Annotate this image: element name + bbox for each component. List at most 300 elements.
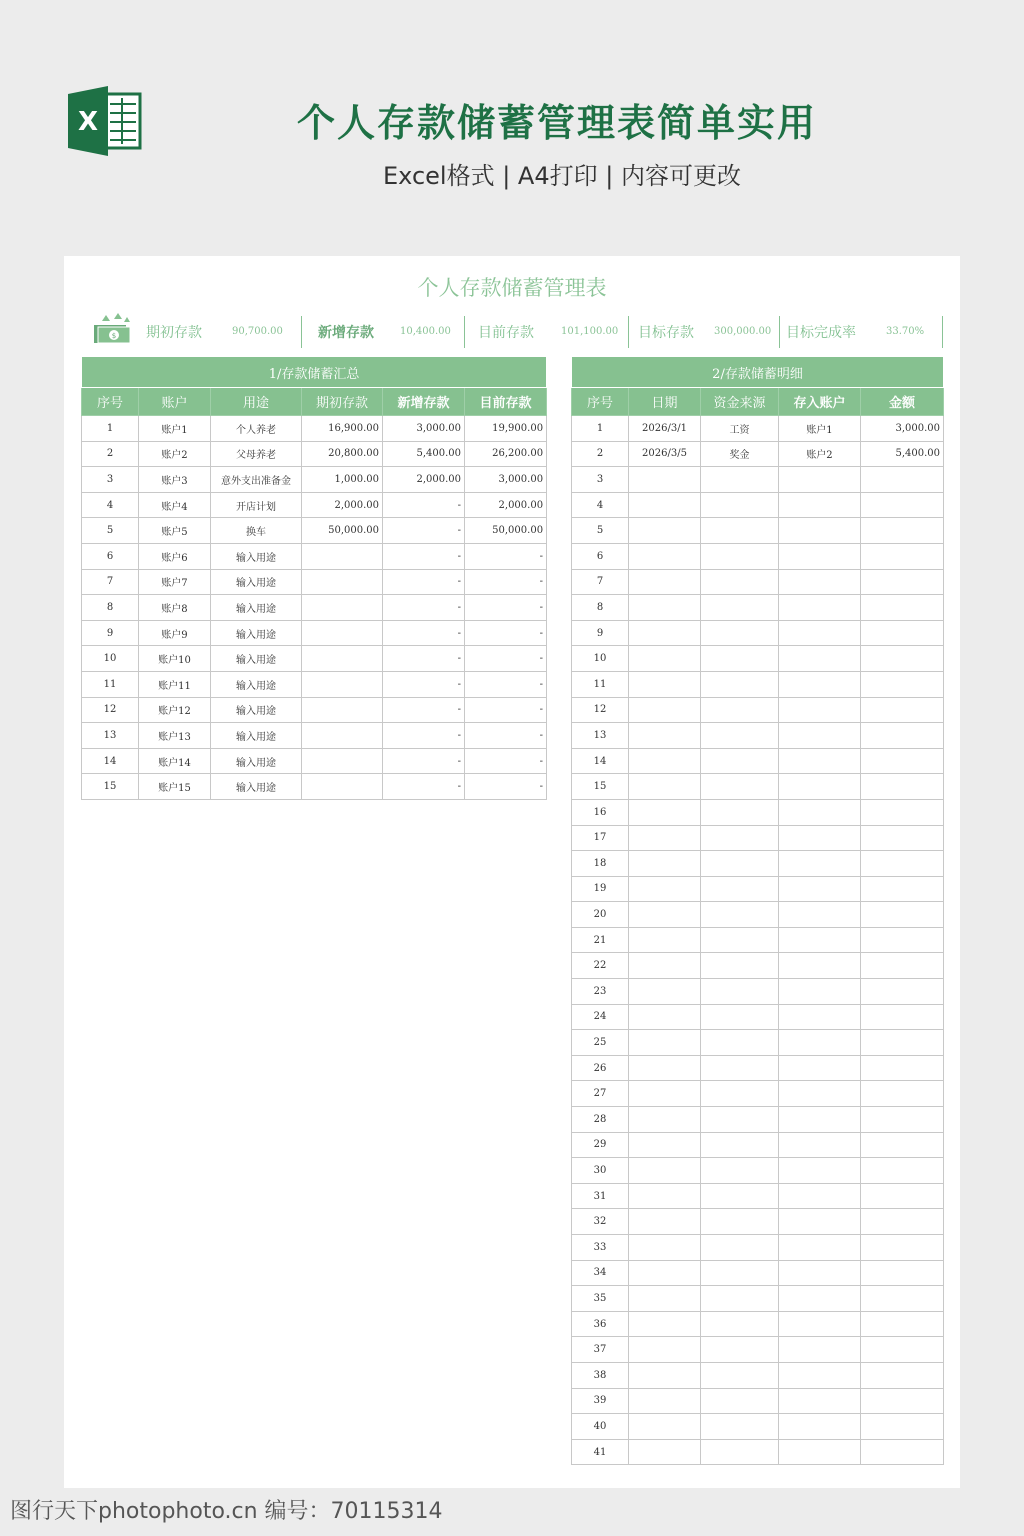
table-cell[interactable]: 22 xyxy=(572,953,629,979)
table-cell[interactable] xyxy=(779,876,861,902)
table-cell[interactable]: 工资 xyxy=(701,416,779,442)
table-cell[interactable] xyxy=(861,569,944,595)
table-cell[interactable]: - xyxy=(465,543,547,569)
table-cell[interactable]: - xyxy=(383,748,465,774)
table-cell[interactable]: 41 xyxy=(572,1439,629,1465)
table-cell[interactable]: 2,000.00 xyxy=(383,467,465,493)
table-cell[interactable] xyxy=(779,1414,861,1440)
table-cell[interactable] xyxy=(302,620,383,646)
table-cell[interactable]: 27 xyxy=(572,1081,629,1107)
table-cell[interactable]: 21 xyxy=(572,927,629,953)
table-cell[interactable] xyxy=(629,1235,701,1261)
table-cell[interactable] xyxy=(629,1311,701,1337)
table-cell[interactable]: - xyxy=(383,697,465,723)
table-cell[interactable] xyxy=(629,825,701,851)
table-cell[interactable] xyxy=(861,1235,944,1261)
table-cell[interactable] xyxy=(629,1388,701,1414)
table-row xyxy=(82,620,547,646)
table-cell[interactable]: - xyxy=(383,518,465,544)
table-cell[interactable] xyxy=(861,1439,944,1465)
table-cell[interactable]: 9 xyxy=(82,620,139,646)
table-cell[interactable] xyxy=(629,979,701,1005)
table-cell[interactable] xyxy=(302,595,383,621)
table-cell[interactable]: - xyxy=(465,697,547,723)
table-cell[interactable] xyxy=(779,748,861,774)
table-cell[interactable]: 输入用途 xyxy=(211,748,302,774)
table-cell[interactable] xyxy=(701,492,779,518)
table-cell[interactable] xyxy=(779,1107,861,1133)
table-cell[interactable] xyxy=(701,979,779,1005)
table-cell[interactable] xyxy=(701,1107,779,1133)
table-cell[interactable] xyxy=(861,1337,944,1363)
table-cell[interactable]: 输入用途 xyxy=(211,697,302,723)
table-cell[interactable]: 26 xyxy=(572,1055,629,1081)
table-cell[interactable]: 40 xyxy=(572,1414,629,1440)
table-cell[interactable] xyxy=(302,671,383,697)
table-cell[interactable] xyxy=(779,1183,861,1209)
kpi-divider xyxy=(942,316,943,348)
table-cell[interactable]: 个人养老 xyxy=(211,416,302,442)
table-cell[interactable] xyxy=(701,799,779,825)
table-row xyxy=(572,723,944,749)
table-cell[interactable] xyxy=(701,1158,779,1184)
table-cell[interactable] xyxy=(779,927,861,953)
table-cell[interactable] xyxy=(701,774,779,800)
table-cell[interactable] xyxy=(861,646,944,672)
table-row xyxy=(572,416,944,442)
table-cell[interactable] xyxy=(629,1209,701,1235)
table-cell[interactable]: 24 xyxy=(572,1004,629,1030)
table-cell[interactable] xyxy=(701,876,779,902)
table-cell[interactable]: - xyxy=(383,723,465,749)
table-cell[interactable] xyxy=(302,543,383,569)
table-cell[interactable]: - xyxy=(383,595,465,621)
table-cell[interactable]: 7 xyxy=(572,569,629,595)
table-cell[interactable]: - xyxy=(465,671,547,697)
table-cell[interactable] xyxy=(861,748,944,774)
table-cell[interactable] xyxy=(701,1311,779,1337)
table-cell[interactable]: 账户7 xyxy=(139,569,211,595)
table-cell[interactable] xyxy=(701,1081,779,1107)
table-cell[interactable]: 账户2 xyxy=(139,441,211,467)
table-cell[interactable]: 16 xyxy=(572,799,629,825)
table-cell[interactable]: 输入用途 xyxy=(211,595,302,621)
table-cell[interactable]: 15 xyxy=(82,774,139,800)
table-cell[interactable] xyxy=(629,799,701,825)
table-cell[interactable] xyxy=(861,595,944,621)
table-cell[interactable]: - xyxy=(465,620,547,646)
table-cell[interactable] xyxy=(302,646,383,672)
table-cell[interactable] xyxy=(701,518,779,544)
table-cell[interactable]: 2 xyxy=(82,441,139,467)
table-cell[interactable] xyxy=(701,569,779,595)
table-cell[interactable] xyxy=(302,569,383,595)
table-cell[interactable] xyxy=(861,1158,944,1184)
table-cell[interactable]: 3,000.00 xyxy=(861,416,944,442)
table-cell[interactable]: 输入用途 xyxy=(211,646,302,672)
table-cell[interactable]: 11 xyxy=(572,671,629,697)
table-cell[interactable] xyxy=(701,902,779,928)
table-cell[interactable] xyxy=(779,1030,861,1056)
table-cell[interactable] xyxy=(701,1055,779,1081)
table-cell[interactable]: 账户3 xyxy=(139,467,211,493)
table-cell[interactable]: 3,000.00 xyxy=(465,467,547,493)
table-cell[interactable] xyxy=(629,1004,701,1030)
table-cell[interactable]: 23 xyxy=(572,979,629,1005)
table-cell[interactable]: 账户9 xyxy=(139,620,211,646)
table-cell[interactable]: 5,400.00 xyxy=(383,441,465,467)
table-cell[interactable]: 28 xyxy=(572,1107,629,1133)
table-cell[interactable]: 11 xyxy=(82,671,139,697)
table-cell[interactable] xyxy=(629,569,701,595)
table-cell[interactable] xyxy=(629,518,701,544)
table-cell[interactable] xyxy=(779,902,861,928)
table-cell[interactable]: - xyxy=(465,723,547,749)
table-cell[interactable]: 账户11 xyxy=(139,671,211,697)
table-cell[interactable] xyxy=(701,953,779,979)
table-cell[interactable] xyxy=(861,723,944,749)
table-cell[interactable]: 19 xyxy=(572,876,629,902)
table-cell[interactable] xyxy=(629,927,701,953)
table-cell[interactable]: 5 xyxy=(572,518,629,544)
table-cell[interactable] xyxy=(779,697,861,723)
table-cell[interactable] xyxy=(302,697,383,723)
table-cell[interactable] xyxy=(861,799,944,825)
table-cell[interactable]: 账户14 xyxy=(139,748,211,774)
table-cell[interactable]: 9 xyxy=(572,620,629,646)
table-cell[interactable]: 20 xyxy=(572,902,629,928)
table-cell[interactable] xyxy=(861,979,944,1005)
table-cell[interactable] xyxy=(861,1030,944,1056)
table-cell[interactable] xyxy=(779,1132,861,1158)
table-cell[interactable] xyxy=(779,774,861,800)
table-cell[interactable]: 2026/3/1 xyxy=(629,416,701,442)
table-cell[interactable] xyxy=(779,1209,861,1235)
table-cell[interactable]: 10 xyxy=(82,646,139,672)
table-cell[interactable]: 33 xyxy=(572,1235,629,1261)
table-cell[interactable] xyxy=(701,1439,779,1465)
table-cell[interactable] xyxy=(701,671,779,697)
table-cell[interactable]: 1,000.00 xyxy=(302,467,383,493)
table-cell[interactable] xyxy=(861,825,944,851)
table-cell[interactable]: - xyxy=(465,569,547,595)
table-cell[interactable]: 39 xyxy=(572,1388,629,1414)
table-cell[interactable] xyxy=(629,1030,701,1056)
table-cell[interactable] xyxy=(701,620,779,646)
table-cell[interactable] xyxy=(779,1337,861,1363)
table-cell[interactable] xyxy=(302,774,383,800)
table-cell[interactable]: 账户15 xyxy=(139,774,211,800)
table-cell[interactable] xyxy=(629,1107,701,1133)
table-cell[interactable] xyxy=(701,1132,779,1158)
table-cell[interactable] xyxy=(701,825,779,851)
table-cell[interactable]: 18 xyxy=(572,851,629,877)
table-cell[interactable] xyxy=(779,953,861,979)
table-cell[interactable] xyxy=(861,671,944,697)
table-cell[interactable] xyxy=(629,902,701,928)
table-cell[interactable] xyxy=(861,518,944,544)
table-cell[interactable]: 10 xyxy=(572,646,629,672)
table-cell[interactable]: 29 xyxy=(572,1132,629,1158)
table-cell[interactable]: 17 xyxy=(572,825,629,851)
table-cell[interactable]: 输入用途 xyxy=(211,671,302,697)
table-cell[interactable]: 14 xyxy=(82,748,139,774)
table-cell[interactable] xyxy=(861,851,944,877)
table-cell[interactable]: 账户12 xyxy=(139,697,211,723)
table-cell[interactable] xyxy=(629,1260,701,1286)
table-cell[interactable] xyxy=(779,1055,861,1081)
table-cell[interactable]: 32 xyxy=(572,1209,629,1235)
table-cell[interactable]: 6 xyxy=(572,543,629,569)
table-cell[interactable] xyxy=(861,1132,944,1158)
table-cell[interactable]: - xyxy=(383,646,465,672)
table-cell[interactable]: 父母养老 xyxy=(211,441,302,467)
table-cell[interactable]: 30 xyxy=(572,1158,629,1184)
table-cell[interactable] xyxy=(861,1311,944,1337)
table-cell[interactable] xyxy=(701,748,779,774)
table-cell[interactable] xyxy=(629,1439,701,1465)
table-cell[interactable]: 3,000.00 xyxy=(383,416,465,442)
table-cell[interactable]: 35 xyxy=(572,1286,629,1312)
table-cell[interactable] xyxy=(861,1388,944,1414)
table-cell[interactable]: 换车 xyxy=(211,518,302,544)
table-cell[interactable]: 账户5 xyxy=(139,518,211,544)
table-cell[interactable]: 2 xyxy=(572,441,629,467)
table-cell[interactable] xyxy=(861,1260,944,1286)
table-cell[interactable]: - xyxy=(383,620,465,646)
table-cell[interactable] xyxy=(629,1158,701,1184)
table-cell[interactable] xyxy=(701,1337,779,1363)
table-cell[interactable] xyxy=(861,876,944,902)
table-cell[interactable] xyxy=(629,492,701,518)
table-cell[interactable] xyxy=(779,467,861,493)
table-cell[interactable] xyxy=(701,1388,779,1414)
table-cell[interactable]: 开店计划 xyxy=(211,492,302,518)
table-cell[interactable]: 8 xyxy=(82,595,139,621)
table-cell[interactable] xyxy=(861,467,944,493)
table-cell[interactable] xyxy=(701,646,779,672)
table-cell[interactable]: 15 xyxy=(572,774,629,800)
table-cell[interactable] xyxy=(861,1004,944,1030)
table-cell[interactable] xyxy=(779,543,861,569)
table-cell[interactable]: - xyxy=(383,569,465,595)
table-cell[interactable] xyxy=(701,1004,779,1030)
table-cell[interactable]: 账户10 xyxy=(139,646,211,672)
table-cell[interactable] xyxy=(779,595,861,621)
table-cell[interactable]: 31 xyxy=(572,1183,629,1209)
table-cell[interactable] xyxy=(629,646,701,672)
table-cell[interactable]: 奖金 xyxy=(701,441,779,467)
table-cell[interactable] xyxy=(861,1286,944,1312)
table-cell[interactable]: - xyxy=(383,774,465,800)
table-cell[interactable] xyxy=(629,1081,701,1107)
table-cell[interactable]: 账户8 xyxy=(139,595,211,621)
table-cell[interactable] xyxy=(779,851,861,877)
table-cell[interactable]: 输入用途 xyxy=(211,543,302,569)
table-cell[interactable] xyxy=(701,723,779,749)
table-cell[interactable] xyxy=(779,1158,861,1184)
table-cell[interactable] xyxy=(779,671,861,697)
table-cell[interactable] xyxy=(779,825,861,851)
table-cell[interactable]: 账户1 xyxy=(139,416,211,442)
table-cell[interactable]: - xyxy=(465,774,547,800)
table-cell[interactable]: 38 xyxy=(572,1362,629,1388)
table-cell[interactable] xyxy=(701,1235,779,1261)
table-cell[interactable]: 2,000.00 xyxy=(465,492,547,518)
table-cell[interactable] xyxy=(861,774,944,800)
table-cell[interactable]: 2,000.00 xyxy=(302,492,383,518)
table-cell[interactable] xyxy=(861,492,944,518)
table-cell[interactable]: 账户1 xyxy=(779,416,861,442)
table-cell[interactable] xyxy=(779,1235,861,1261)
table-cell[interactable]: 36 xyxy=(572,1311,629,1337)
table-cell[interactable]: 8 xyxy=(572,595,629,621)
table-cell[interactable] xyxy=(861,902,944,928)
table-cell[interactable]: 13 xyxy=(572,723,629,749)
table-cell[interactable]: 7 xyxy=(82,569,139,595)
table-cell[interactable] xyxy=(861,927,944,953)
table-cell[interactable] xyxy=(629,1183,701,1209)
table-cell[interactable] xyxy=(701,1183,779,1209)
table-cell[interactable] xyxy=(779,1004,861,1030)
table-cell[interactable]: 账户2 xyxy=(779,441,861,467)
table-cell[interactable]: - xyxy=(465,646,547,672)
table-cell[interactable] xyxy=(701,1030,779,1056)
table-cell[interactable] xyxy=(629,543,701,569)
table-cell[interactable] xyxy=(861,620,944,646)
table-cell[interactable] xyxy=(701,595,779,621)
table-cell[interactable]: 37 xyxy=(572,1337,629,1363)
table-cell[interactable] xyxy=(779,979,861,1005)
table-cell[interactable]: 意外支出准备金 xyxy=(211,467,302,493)
table-cell[interactable] xyxy=(629,1414,701,1440)
table-cell[interactable] xyxy=(629,748,701,774)
table-cell[interactable]: 账户4 xyxy=(139,492,211,518)
table-cell[interactable] xyxy=(779,518,861,544)
table-cell[interactable] xyxy=(779,1439,861,1465)
table-cell[interactable] xyxy=(629,774,701,800)
table-cell[interactable]: 输入用途 xyxy=(211,723,302,749)
table-cell[interactable] xyxy=(701,1260,779,1286)
table-cell[interactable] xyxy=(629,953,701,979)
table-cell[interactable] xyxy=(629,620,701,646)
table-cell[interactable] xyxy=(861,1183,944,1209)
table-cell[interactable]: 50,000.00 xyxy=(465,518,547,544)
table-cell[interactable] xyxy=(701,467,779,493)
table-cell[interactable] xyxy=(861,543,944,569)
table-cell[interactable] xyxy=(861,1414,944,1440)
table-cell[interactable] xyxy=(701,1209,779,1235)
table-cell[interactable]: - xyxy=(465,595,547,621)
table-cell[interactable] xyxy=(701,697,779,723)
table-cell[interactable] xyxy=(302,748,383,774)
table-cell[interactable] xyxy=(861,1209,944,1235)
table-cell[interactable] xyxy=(861,953,944,979)
table-cell[interactable] xyxy=(701,927,779,953)
table-cell[interactable] xyxy=(701,851,779,877)
table-cell[interactable]: 输入用途 xyxy=(211,774,302,800)
table-cell[interactable]: 12 xyxy=(572,697,629,723)
table-cell[interactable] xyxy=(779,1081,861,1107)
table-cell[interactable] xyxy=(779,1260,861,1286)
table-cell[interactable]: 账户6 xyxy=(139,543,211,569)
table-cell[interactable] xyxy=(629,697,701,723)
table-cell[interactable] xyxy=(779,620,861,646)
table-cell[interactable] xyxy=(779,1388,861,1414)
table-cell[interactable] xyxy=(302,723,383,749)
table-cell[interactable]: 3 xyxy=(82,467,139,493)
table-cell[interactable] xyxy=(629,671,701,697)
table-cell[interactable] xyxy=(629,1055,701,1081)
table-cell[interactable] xyxy=(861,697,944,723)
table-cell[interactable] xyxy=(861,1081,944,1107)
table-cell[interactable]: 4 xyxy=(82,492,139,518)
table-cell[interactable] xyxy=(629,467,701,493)
table-cell[interactable]: - xyxy=(383,543,465,569)
table-cell[interactable]: 12 xyxy=(82,697,139,723)
table-cell[interactable]: 14 xyxy=(572,748,629,774)
table-cell[interactable] xyxy=(629,876,701,902)
table-cell[interactable] xyxy=(629,1132,701,1158)
table-cell[interactable]: 16,900.00 xyxy=(302,416,383,442)
table-cell[interactable]: 1 xyxy=(572,416,629,442)
table-cell[interactable] xyxy=(629,851,701,877)
table-cell[interactable] xyxy=(629,1362,701,1388)
table-row xyxy=(572,518,944,544)
table-cell[interactable] xyxy=(779,1311,861,1337)
table-cell[interactable]: 19,900.00 xyxy=(465,416,547,442)
table-cell[interactable]: 5 xyxy=(82,518,139,544)
table-cell[interactable] xyxy=(861,1362,944,1388)
table-cell[interactable] xyxy=(701,1414,779,1440)
table-cell[interactable]: 25 xyxy=(572,1030,629,1056)
table-cell[interactable]: 账户13 xyxy=(139,723,211,749)
table-cell[interactable]: 2026/3/5 xyxy=(629,441,701,467)
table-cell[interactable] xyxy=(779,799,861,825)
table-cell[interactable] xyxy=(779,646,861,672)
table-cell[interactable]: 26,200.00 xyxy=(465,441,547,467)
table-cell[interactable]: 输入用途 xyxy=(211,569,302,595)
table-cell[interactable] xyxy=(701,1362,779,1388)
table-cell[interactable] xyxy=(629,595,701,621)
table-cell[interactable] xyxy=(779,492,861,518)
table-cell[interactable] xyxy=(701,1286,779,1312)
table-cell[interactable]: - xyxy=(465,748,547,774)
table-cell[interactable] xyxy=(861,1107,944,1133)
table-cell[interactable] xyxy=(629,723,701,749)
table-cell[interactable]: 34 xyxy=(572,1260,629,1286)
table-cell[interactable] xyxy=(629,1337,701,1363)
table-cell[interactable]: 20,800.00 xyxy=(302,441,383,467)
table-cell[interactable]: 4 xyxy=(572,492,629,518)
table-cell[interactable]: - xyxy=(383,492,465,518)
table-cell[interactable]: 输入用途 xyxy=(211,620,302,646)
table-cell[interactable] xyxy=(701,543,779,569)
table-cell[interactable] xyxy=(779,1286,861,1312)
table-cell[interactable]: 6 xyxy=(82,543,139,569)
table-cell[interactable] xyxy=(779,723,861,749)
table-cell[interactable]: 50,000.00 xyxy=(302,518,383,544)
table-cell[interactable]: 5,400.00 xyxy=(861,441,944,467)
table-cell[interactable]: 13 xyxy=(82,723,139,749)
table-cell[interactable] xyxy=(861,1055,944,1081)
table-cell[interactable]: - xyxy=(383,671,465,697)
table-cell[interactable]: 1 xyxy=(82,416,139,442)
table-cell[interactable] xyxy=(779,1362,861,1388)
table-cell[interactable] xyxy=(629,1286,701,1312)
table-cell[interactable] xyxy=(779,569,861,595)
table-cell[interactable]: 3 xyxy=(572,467,629,493)
